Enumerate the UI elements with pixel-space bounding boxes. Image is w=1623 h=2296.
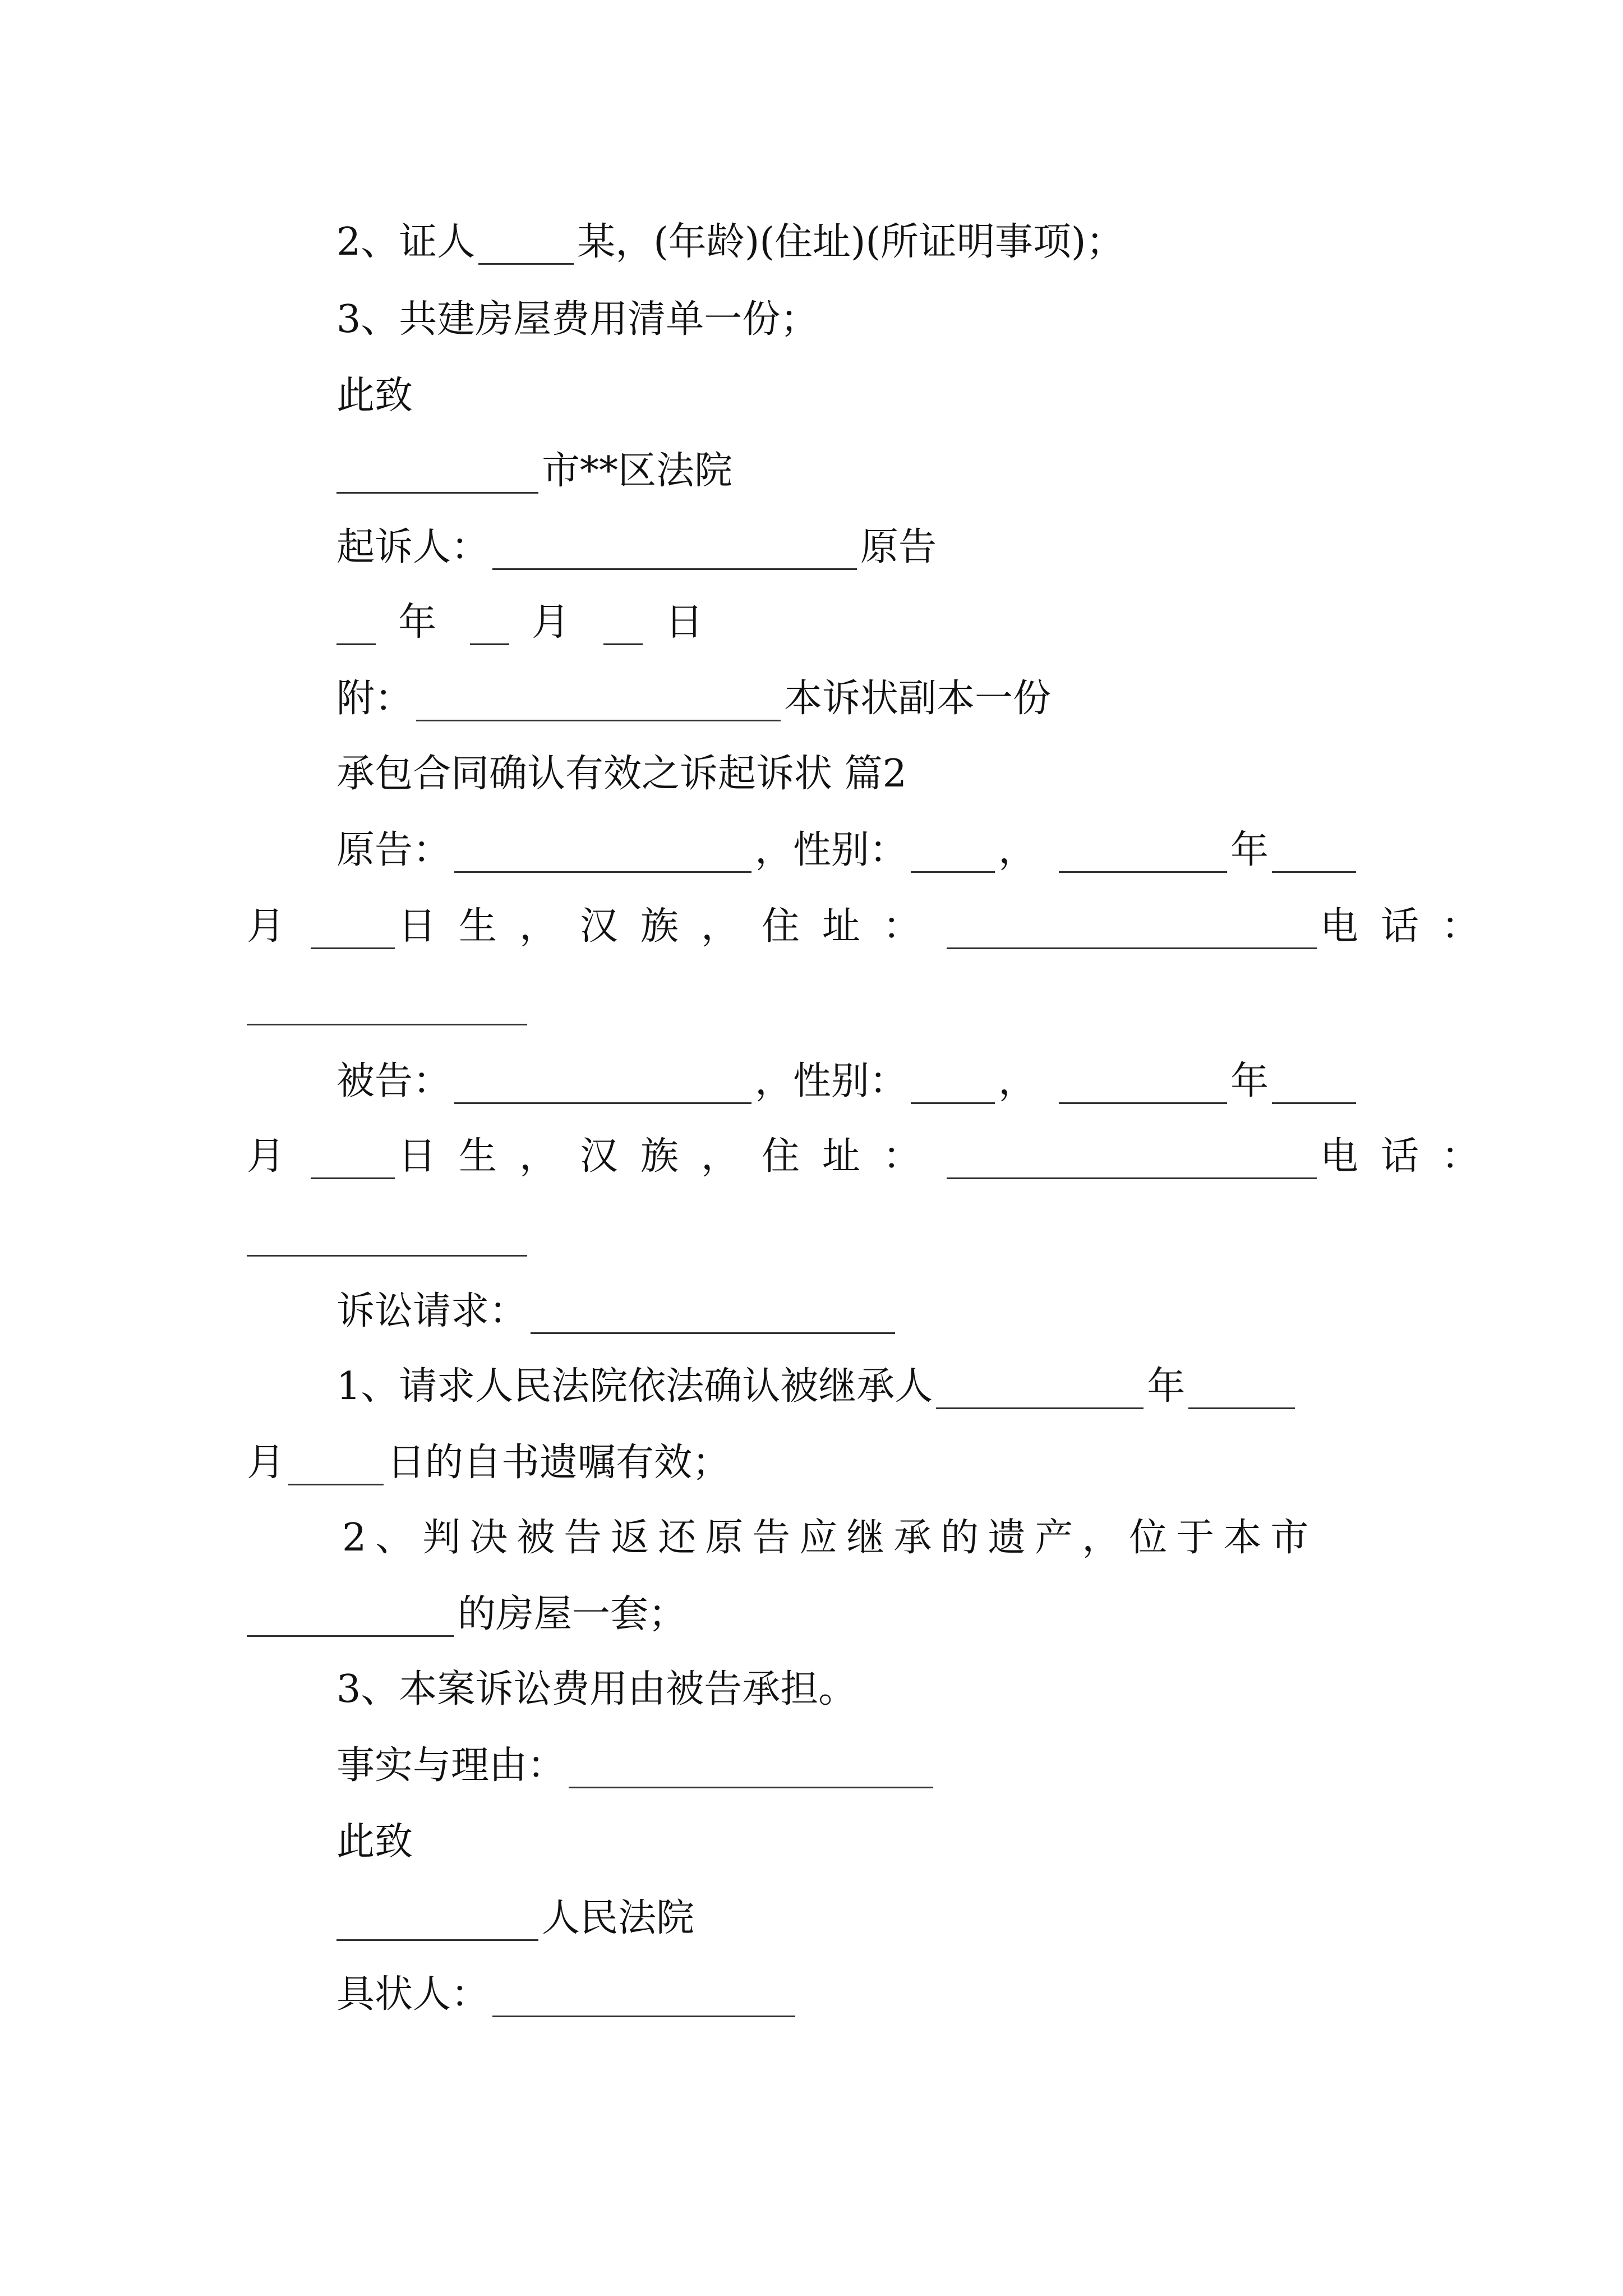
text: 日生，汉族，住址：	[398, 904, 944, 949]
text: 承包合同确认有效之诉起诉状 篇2	[336, 752, 907, 796]
text: 2、证人	[336, 220, 476, 264]
blank-field	[492, 1981, 795, 2017]
blank-field	[311, 913, 395, 949]
text: ，性别：	[755, 1059, 908, 1103]
blank-field	[947, 1143, 1317, 1179]
blank-field	[416, 685, 781, 721]
blank-field	[492, 533, 857, 570]
text: 事实与理由：	[336, 1743, 566, 1788]
blank-field	[911, 1068, 995, 1104]
blank-field	[288, 1449, 384, 1485]
salutation-line	[336, 374, 413, 418]
court-line-2	[336, 1896, 694, 1941]
text: 起诉人：	[336, 525, 490, 569]
defendant-line-2	[247, 1134, 1502, 1179]
text: 人民法院	[542, 1896, 695, 1940]
blank-field	[911, 836, 995, 873]
text: 此致	[336, 1820, 413, 1864]
blank-field	[478, 228, 574, 265]
text: 年	[398, 600, 437, 645]
text: 电话：	[1320, 904, 1502, 949]
claims-heading	[336, 1289, 898, 1334]
text: 3、本案诉讼费用由被告承担。	[336, 1667, 857, 1711]
section-heading	[336, 752, 907, 797]
text: 月	[247, 1134, 308, 1179]
blank-field	[470, 609, 509, 645]
text: 1、请求人民法院依法确认被继承人	[336, 1364, 933, 1409]
text: 被告：	[336, 1059, 451, 1103]
text: 此致	[336, 374, 413, 418]
blank-field	[247, 989, 527, 1025]
text: ，	[998, 1059, 1037, 1103]
text: 日	[665, 600, 704, 645]
text: 本诉状副本一份	[784, 677, 1052, 721]
date-line	[336, 600, 703, 645]
text: ，	[998, 828, 1037, 872]
text: 日的自书遗嘱有效；	[387, 1441, 731, 1485]
blank-field	[569, 1752, 933, 1788]
blank-field	[247, 1220, 527, 1257]
claim-1-line-2	[247, 1441, 730, 1485]
text: 的房屋一套；	[458, 1592, 687, 1636]
blank-field	[531, 1297, 895, 1334]
blank-field	[454, 1068, 751, 1104]
blank-field	[1059, 836, 1227, 873]
blank-field	[947, 913, 1317, 949]
defendant-line-3	[247, 1212, 531, 1257]
text: 月	[532, 600, 570, 645]
text: 3、共建房屋费用清单一份；	[336, 297, 819, 342]
salutation-line-2	[336, 1820, 413, 1865]
text: 年	[1230, 1059, 1269, 1103]
text: 附：	[336, 677, 413, 721]
text: 原告	[860, 525, 937, 569]
plaintiff-line-1	[336, 828, 1359, 873]
text: ，性别：	[755, 828, 908, 872]
blank-field	[1272, 1068, 1356, 1104]
facts-heading	[336, 1743, 937, 1788]
text: 年	[1230, 828, 1269, 872]
plaintiff-signature-line	[336, 525, 937, 570]
blank-field	[336, 609, 376, 645]
text: 2、判决被告返还原告应继承的遗产，位于本市	[342, 1516, 1318, 1560]
blank-field	[247, 1600, 454, 1637]
blank-field	[336, 457, 538, 494]
text: 电话：	[1320, 1134, 1502, 1179]
blank-field	[603, 609, 643, 645]
text: 年	[1147, 1364, 1186, 1409]
text: 具状人：	[336, 1972, 490, 2017]
blank-field	[936, 1373, 1144, 1409]
text: 月	[247, 904, 308, 949]
blank-field	[1272, 836, 1356, 873]
text: 某，(年龄)(住址)(所证明事项)；	[577, 220, 1124, 264]
blank-field	[454, 836, 751, 873]
plaintiff-line-2	[247, 904, 1502, 949]
claim-2-line-2	[247, 1592, 686, 1637]
blank-field	[1059, 1068, 1227, 1104]
defendant-line-1	[336, 1059, 1359, 1104]
evidence-line	[336, 297, 818, 342]
witness-line	[336, 220, 1124, 265]
signatory-line	[336, 1972, 799, 2017]
attachment-line	[336, 677, 1051, 721]
court-line	[336, 449, 732, 494]
text: 诉讼请求：	[336, 1289, 528, 1333]
claim-1-line-1	[336, 1364, 1298, 1409]
text: 月	[247, 1441, 285, 1485]
claim-3-line	[336, 1667, 856, 1712]
text: 原告：	[336, 828, 451, 872]
blank-field	[336, 1904, 538, 1941]
text: 日生，汉族，住址：	[398, 1134, 944, 1179]
blank-field	[1188, 1373, 1295, 1409]
blank-field	[311, 1143, 395, 1179]
claim-2-line-1	[342, 1516, 1317, 1561]
plaintiff-line-3	[247, 981, 531, 1025]
text: 市**区法院	[542, 449, 733, 493]
